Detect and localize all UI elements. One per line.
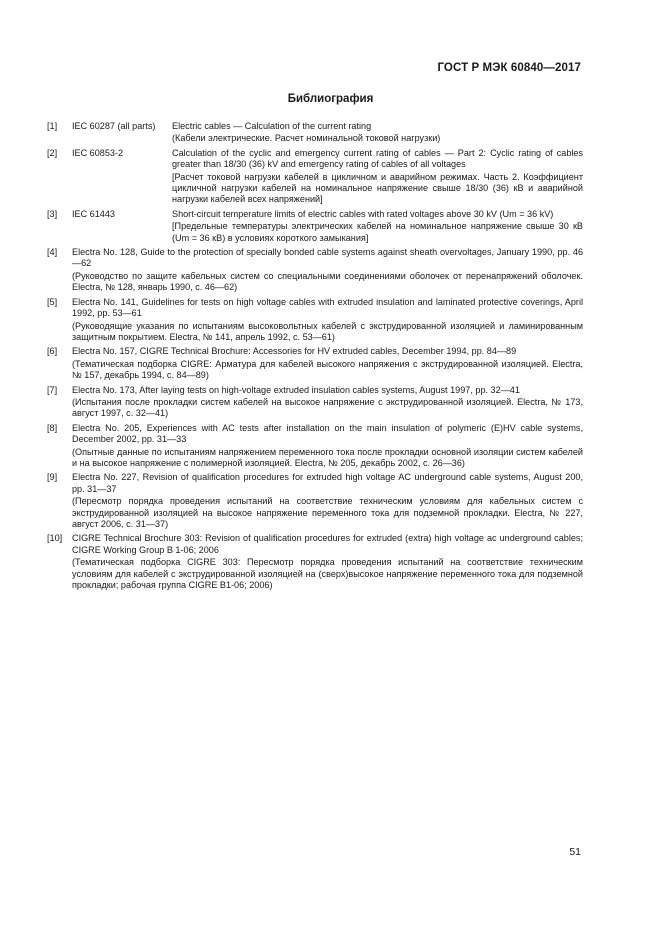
reference-number: [4] <box>47 247 58 258</box>
reference-number: [1] <box>47 121 58 131</box>
reference-number: [8] <box>47 422 58 433</box>
reference-translation: (Пересмотр порядка проведения испытаний на соответствие техническим условиям для кабельных систем с экструдированной изоляцией на высокое напряжение переменного тока для подземной прокладки. Electra, № 227, август 2006, с. 31—37) <box>72 496 583 529</box>
reference-standard: IEC 61443 <box>72 208 115 219</box>
bibliography-title: Библиография <box>287 93 374 105</box>
reference-number: [6] <box>47 346 58 357</box>
reference-translation: (Тематическая подборка CIGRE: Арматура для кабелей высокого напряжения с экструдированной изоляцией. Electra, № 157, декабрь 1994, с. 84—89) <box>72 358 583 381</box>
reference-translation: (Кабели электрические. Расчет номинальной токовой нагрузки) <box>172 133 441 144</box>
reference-number: [5] <box>47 296 58 307</box>
reference-number: [3] <box>47 208 58 219</box>
reference-text: Electra No. 157, CIGRE Technical Brochure: Accessories for HV extruded cables, December 1994, pp. 84—89 <box>72 346 517 357</box>
reference-text: CIGRE Technical Brochure 303: Revision of qualification procedures for extruded (extra) high voltage ac underground cables; CIGRE Working Group B 1-06; 2006 <box>72 533 583 555</box>
reference-translation: (Опытные данные по испытаниям напряжением переменного тока после прокладки основной изоляции систем кабелей и на высокое напряжение с полимерной изоляцией. Electra, № 205, декабрь 2002, с. 26—36) <box>72 446 583 468</box>
reference-item <box>47 247 583 294</box>
reference-item <box>47 209 583 244</box>
reference-item <box>47 148 583 206</box>
reference-text: Calculation of the cyclic and emergency current rating of cables — Part 2: Cyclic rating of cables greater than 18/30 (36) kV and emergency rating of cables of all voltages <box>172 147 583 170</box>
reference-item <box>47 121 583 145</box>
reference-item <box>47 385 583 420</box>
reference-text: Electra No. 128, Guide to the protection of specially bonded cable systems against sheath overvoltages, January 1990, pp. 46—62 <box>72 247 583 269</box>
reference-standard: IEC 60287 (all parts) <box>72 121 156 131</box>
reference-translation: (Испытания после прокладки систем кабелей на высокое напряжение с экструдированной изоляцией. Electra, № 173, август 1997, с. 32—41) <box>72 396 583 419</box>
reference-text: Electric cables — Calculation of the current rating <box>172 121 372 131</box>
page-number: 51 <box>569 846 581 858</box>
reference-number: [7] <box>47 384 58 395</box>
reference-list <box>47 121 583 594</box>
reference-number: [2] <box>47 147 58 158</box>
document-code: ГОСТ Р МЭК 60840—2017 <box>437 62 581 74</box>
reference-standard: IEC 60853-2 <box>72 147 124 158</box>
reference-item <box>47 423 583 470</box>
reference-item <box>47 346 583 381</box>
reference-translation: (Тематическая подборка CIGRE 303: Пересмотр порядка проведения испытаний на соответствие техническим условиям для кабелей с экструдированной изоляцией на (сверх)высокое напряжение переменного тока для подземной прокладки; рабочая группа CIGRE B1-06; 2006) <box>72 557 583 591</box>
reference-item <box>47 533 583 591</box>
reference-text: Short-circuit temperature limits of electric cables with rated voltages above 30 kV (Um = 36 kV) <box>172 208 554 219</box>
reference-translation: (Руководство по защите кабельных систем со специальными соединениями оболочек от перенапряжений оболочек. Electra, № 128, январь 1990, с. 46—62) <box>72 270 583 293</box>
reference-translation: [Расчет токовой нагрузки кабелей в цикличном и аварийном режимах. Часть 2. Коэффициент цикличной нагрузки кабелей на номинальное напряжение свыше 18/30 (36) кВ и аварийной нагрузки кабелей всех напряжений] <box>172 171 583 205</box>
reference-text: Electra No. 205, Experiences with AC tests after installation on the main insulation of polymeric (E)HV cable systems, December 2002, pp. 31—33 <box>72 422 583 445</box>
reference-text: Electra No. 141, Guidelines for tests on high voltage cables with extruded insulation and laminated protective coverings, April 1992, pp. 53—61 <box>72 296 583 319</box>
reference-text: Electra No. 173, After laying tests on high-voltage extruded insulation cables systems, August 1997, pp. 32—41 <box>72 384 520 395</box>
reference-item <box>47 297 583 344</box>
reference-number: [9] <box>47 472 58 483</box>
reference-translation: (Руководящие указания по испытаниям высоковольтных кабелей с экструдированной изоляцией и ламинированным защитным покрытием. Electra, № 141, апрель 1992, с. 53—61) <box>72 320 583 342</box>
reference-translation: [Предельные температуры электрических кабелей на номинальное напряжение свыше 30 кВ (Um = 36 кВ) в условиях короткого замыкания] <box>172 221 583 243</box>
reference-item <box>47 472 583 530</box>
reference-number: [10] <box>47 533 63 544</box>
reference-text: Electra No. 227, Revision of qualification procedures for extruded high voltage AC underground cable systems, August 200, pp. 31—37 <box>72 472 583 494</box>
